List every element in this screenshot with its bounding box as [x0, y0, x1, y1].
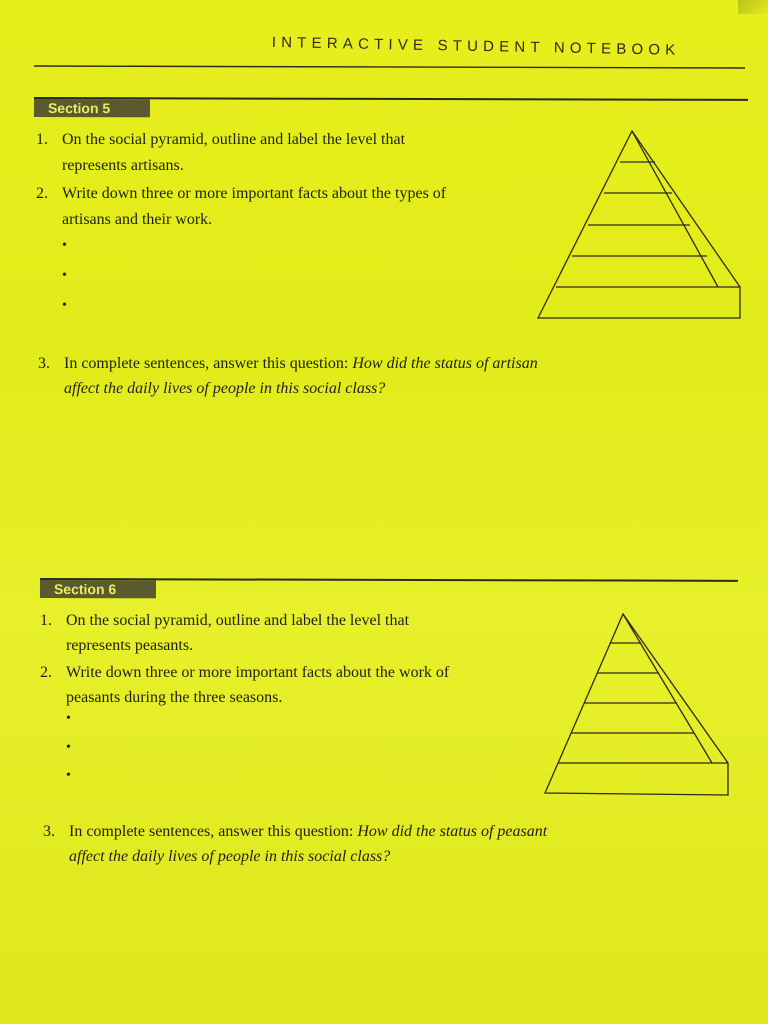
section-6-label: Section 6	[40, 580, 156, 598]
section-6-question-3	[43, 819, 603, 869]
question-text-line1: Write down three or more important facts about the types of	[62, 185, 447, 202]
section-5-label: Section 5	[34, 99, 150, 117]
question-text-line1: On the social pyramid, outline and label the level that	[62, 131, 406, 148]
question-italic-2: affect the daily lives of people in this social class?	[69, 848, 391, 865]
question-text-line1: Write down three or more important facts about the work of	[66, 664, 450, 681]
question-number: 3.	[38, 355, 50, 372]
question-italic-1: How did the status of artisan	[352, 355, 538, 372]
question-number: 2.	[40, 664, 52, 681]
question-text-line2: peasants during the three seasons.	[66, 689, 283, 706]
question-number: 1.	[40, 612, 52, 629]
question-number: 3.	[43, 823, 55, 840]
question-prefix: In complete sentences, answer this question:	[64, 355, 349, 372]
answer-bullet: •	[62, 268, 67, 283]
answer-bullet: •	[62, 298, 67, 313]
question-number: 1.	[36, 131, 48, 148]
answer-bullet: •	[66, 711, 71, 726]
question-italic-1: How did the status of peasant	[357, 823, 548, 840]
question-text-line1: On the social pyramid, outline and label the level that	[66, 612, 410, 629]
answer-bullet: •	[66, 768, 71, 783]
pyramid-outline	[545, 614, 728, 795]
question-italic-2: affect the daily lives of people in this social class?	[64, 380, 386, 397]
page-header-title: INTERACTIVE STUDENT NOTEBOOK	[271, 34, 681, 59]
answer-bullet: •	[66, 740, 71, 755]
question-text-line2: artisans and their work.	[62, 211, 213, 228]
question-text-line1	[69, 819, 547, 844]
question-text-line2: represents peasants.	[66, 637, 194, 654]
question-text-line2	[69, 844, 390, 869]
pyramid-edge	[623, 614, 712, 763]
question-prefix: In complete sentences, answer this question:	[69, 823, 354, 840]
answer-bullet: •	[62, 238, 67, 253]
question-number: 2.	[36, 185, 48, 202]
question-text-line2: represents artisans.	[62, 157, 184, 174]
